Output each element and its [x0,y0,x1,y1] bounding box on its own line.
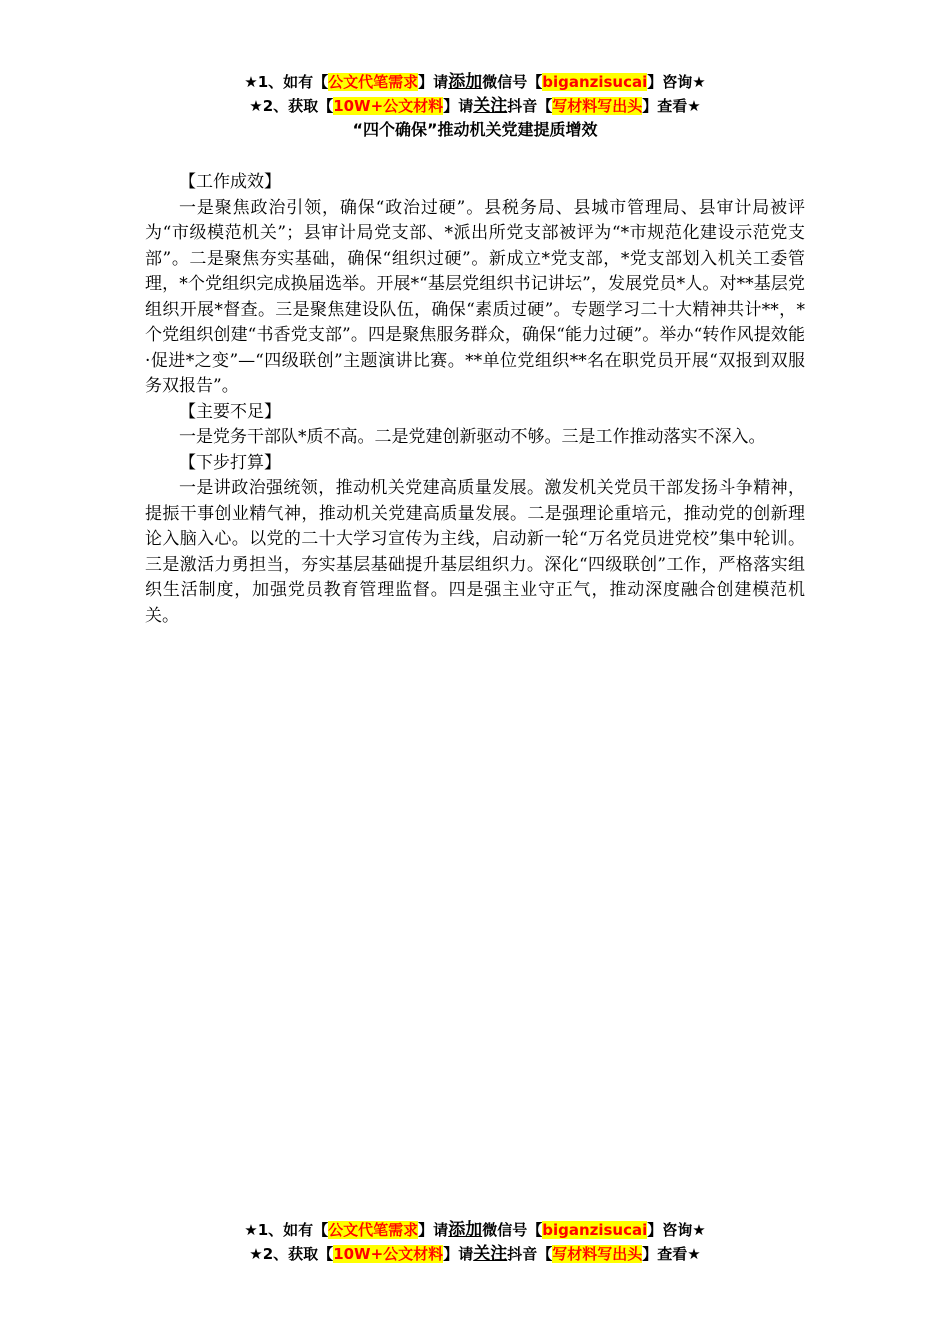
section-heading: 【下步打算】 [179,452,281,473]
highlight-douyin: 写材料写出头 [552,1245,643,1263]
highlight-wechat-id: biganzisucai [542,73,648,91]
top-banner [0,70,950,118]
document-title: “四个确保”推动机关党建提质增效 [352,120,598,139]
bottom-banner [0,1218,950,1266]
banner-line-1: ★1、如有【公文代笔需求】请添加微信号【biganzisucai】咨询★ [244,1220,706,1240]
document-body [145,170,805,629]
paragraph: 一是讲政治强统领，推动机关党建高质量发展。激发机关党员干部发扬斗争精神，提振干事创业精气神，推动机关党建高质量发展。二是强理论重培元，推动党的创新理论入脑入心。以党的二十大学习宣传为主线，启动新一轮“万名党员进党校”集中轮训。三是激活力勇担当，夯实基层基础提升基层组织力。深化“四级联创”工作，严格落实组织生活制度，加强党员教育管理监督。四是强主业守正气，推动深度融合创建模范机关。 [145,478,805,626]
section-heading: 【工作成效】 [179,172,281,192]
highlight-service: 公文代笔需求 [328,73,419,91]
paragraph: 一是党务干部队*质不高。二是党建创新驱动不够。三是工作推动落实不深入。 [179,427,766,447]
banner-line-1: ★1、如有【公文代笔需求】请添加微信号【biganzisucai】咨询★ [244,72,706,92]
highlight-service: 公文代笔需求 [328,1221,419,1239]
banner-line-2: ★2、获取【10W+公文材料】请关注抖音【写材料写出头】查看★ [249,96,701,116]
section-heading: 【主要不足】 [179,401,281,422]
highlight-wechat-id: biganzisucai [542,1221,648,1239]
highlight-materials: 10W+公文材料 [333,97,444,115]
highlight-materials: 10W+公文材料 [333,1245,444,1263]
highlight-douyin: 写材料写出头 [552,97,643,115]
paragraph: 一是聚焦政治引领，确保“政治过硬”。县税务局、县城市管理局、县审计局被评为“市级模范机关”；县审计局党支部、*派出所党支部被评为“*市规范化建设示范党支部”。二是聚焦夯实基础，确保“组织过硬”。新成立*党支部，*党支部划入机关工委管理，*个党组织完成换届选举。开展*“基层党组织书记讲坛”，发展党员*人。对**基层党组织开展*督查。三是聚焦建设队伍，确保“素质过硬”。专题学习二十大精神共计**，*个党组织创建“书香党支部”。四是聚焦服务群众，确保“能力过硬”。举办“转作风提效能·促进*之变”—“四级联创”主题演讲比赛。**单位党组织**名在职党员开展“双报到双服务双报告”。 [145,197,805,396]
banner-line-2: ★2、获取【10W+公文材料】请关注抖音【写材料写出头】查看★ [249,1244,701,1264]
